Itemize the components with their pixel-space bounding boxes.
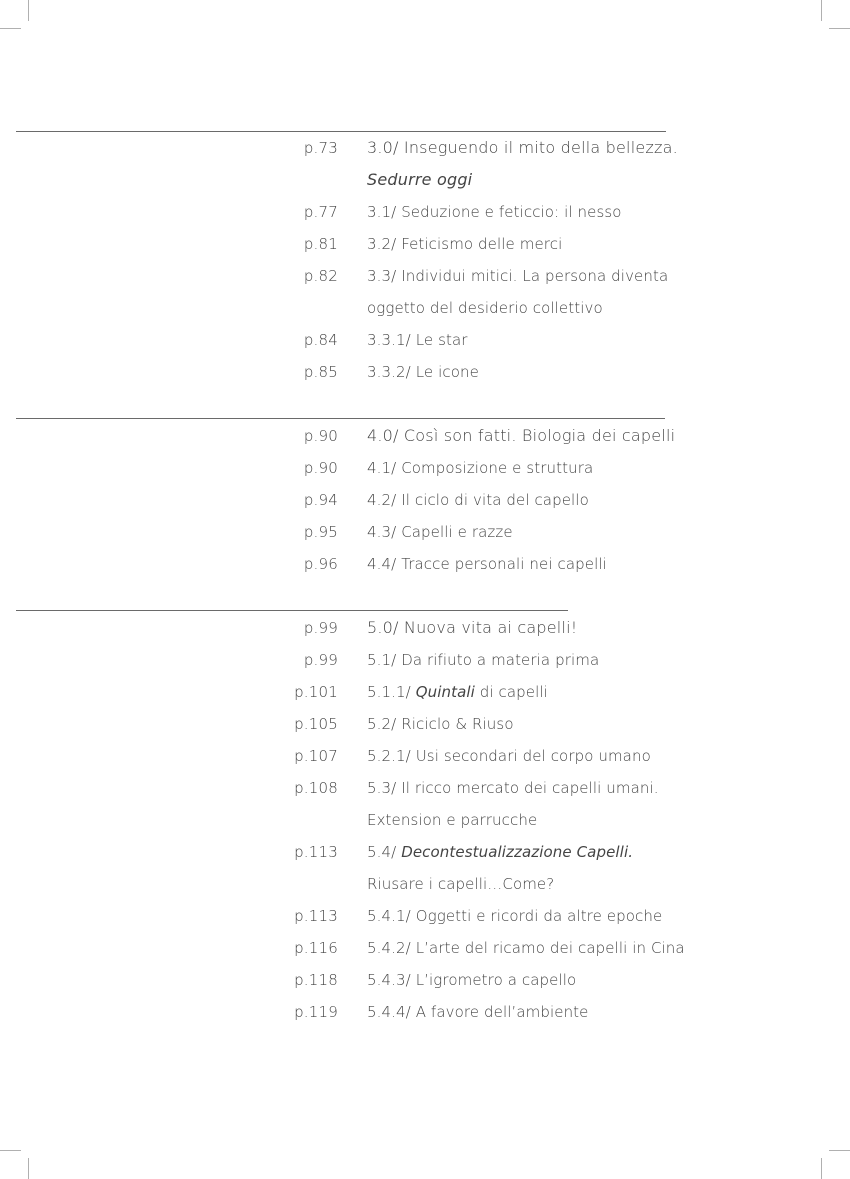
toc-title: 5.4.4/ A favore dell’ambiente [367, 1003, 589, 1021]
toc-title: 3.0/ Inseguendo il mito della bellezza. [367, 138, 678, 157]
toc-page-number: p.90 [303, 427, 338, 445]
toc-title: 5.2/ Riciclo & Riuso [367, 715, 514, 733]
toc-entry[interactable] [0, 516, 850, 548]
toc-entry[interactable] [0, 548, 850, 580]
toc-entry[interactable] [0, 612, 850, 644]
toc-page-number: p.85 [303, 363, 338, 381]
toc-entry[interactable] [0, 836, 850, 868]
toc-title: 5.1.1/ Quintali di capelli [367, 683, 548, 701]
toc-page-number: p.77 [303, 203, 338, 221]
toc-title: 5.0/ Nuova vita ai capelli! [367, 618, 578, 637]
toc-page-number: p.116 [294, 939, 338, 957]
toc-title: 4.3/ Capelli e razze [367, 523, 513, 541]
toc-title: 4.4/ Tracce personali nei capelli [367, 555, 607, 573]
toc-title: 5.4.2/ L’arte del ricamo dei capelli in Cina [367, 939, 685, 957]
toc-page-number: p.99 [303, 619, 338, 637]
toc-entry-continuation [0, 868, 850, 900]
toc-entry[interactable] [0, 228, 850, 260]
toc-entry[interactable] [0, 324, 850, 356]
toc-entry[interactable] [0, 772, 850, 804]
toc-entry[interactable] [0, 676, 850, 708]
toc-title: 5.4.1/ Oggetti e ricordi da altre epoche [367, 907, 663, 925]
toc-title: 5.2.1/ Usi secondari del corpo umano [367, 747, 651, 765]
toc-entry[interactable] [0, 420, 850, 452]
crop-mark [829, 28, 850, 29]
toc-title: Sedurre oggi [367, 170, 473, 189]
crop-mark [28, 1158, 29, 1179]
toc-entry[interactable] [0, 644, 850, 676]
toc-entry[interactable] [0, 740, 850, 772]
toc-page-number: p.118 [294, 971, 338, 989]
toc-entry[interactable] [0, 260, 850, 292]
toc-page-number: p.84 [303, 331, 338, 349]
toc-page-number: p.113 [294, 907, 338, 925]
toc-page-number: p.107 [294, 747, 338, 765]
toc-page-number: p.119 [294, 1003, 338, 1021]
toc-entry[interactable] [0, 900, 850, 932]
toc-entry[interactable] [0, 996, 850, 1028]
crop-mark [821, 0, 822, 21]
toc-page-number: p.81 [303, 235, 338, 253]
toc-title: 5.4/ Decontestualizzazione Capelli. [367, 843, 634, 861]
toc-entry[interactable] [0, 196, 850, 228]
crop-mark [28, 0, 29, 21]
toc-page-number: p.108 [294, 779, 338, 797]
toc-page-number: p.113 [294, 843, 338, 861]
toc-title: 4.2/ Il ciclo di vita del capello [367, 491, 589, 509]
toc-title: 3.3.2/ Le icone [367, 363, 479, 381]
toc-entry[interactable] [0, 932, 850, 964]
toc-title: oggetto del desiderio collettivo [367, 299, 603, 317]
toc-title: 3.3.1/ Le star [367, 331, 468, 349]
toc-page-number: p.101 [294, 683, 338, 701]
toc-entry[interactable] [0, 708, 850, 740]
toc-entry-continuation [0, 804, 850, 836]
toc-page-number: p.73 [303, 139, 338, 157]
toc-entry[interactable] [0, 452, 850, 484]
toc-page-number: p.95 [303, 523, 338, 541]
toc-entry[interactable] [0, 356, 850, 388]
toc-title: 3.2/ Feticismo delle merci [367, 235, 563, 253]
toc-page-number: p.105 [294, 715, 338, 733]
toc-title: 4.0/ Così son fatti. Biologia dei capelli [367, 426, 676, 445]
section-rule [16, 610, 568, 611]
section-rule [16, 418, 665, 419]
toc-entry[interactable] [0, 132, 850, 164]
toc-page-number: p.82 [303, 267, 338, 285]
toc-page-number: p.90 [303, 459, 338, 477]
toc-title: 3.3/ Individui mitici. La persona diventa [367, 267, 669, 285]
crop-mark [821, 1158, 822, 1179]
crop-mark [0, 28, 21, 29]
toc-title: 4.1/ Composizione e struttura [367, 459, 594, 477]
toc-title: 5.4.3/ L’igrometro a capello [367, 971, 577, 989]
toc-entry[interactable] [0, 484, 850, 516]
toc-page-number: p.99 [303, 651, 338, 669]
toc-title: 5.3/ Il ricco mercato dei capelli umani. [367, 779, 659, 797]
crop-mark [0, 1150, 21, 1151]
toc-entry-continuation [0, 292, 850, 324]
crop-mark [829, 1150, 850, 1151]
toc-entry-continuation [0, 164, 850, 196]
toc-entry[interactable] [0, 964, 850, 996]
toc-page-number: p.94 [303, 491, 338, 509]
toc-title: 5.1/ Da rifiuto a materia prima [367, 651, 600, 669]
toc-page-number: p.96 [303, 555, 338, 573]
toc-title: 3.1/ Seduzione e feticcio: il nesso [367, 203, 622, 221]
toc-title: Extension e parrucche [367, 811, 538, 829]
toc-title: Riusare i capelli…Come? [367, 875, 555, 893]
